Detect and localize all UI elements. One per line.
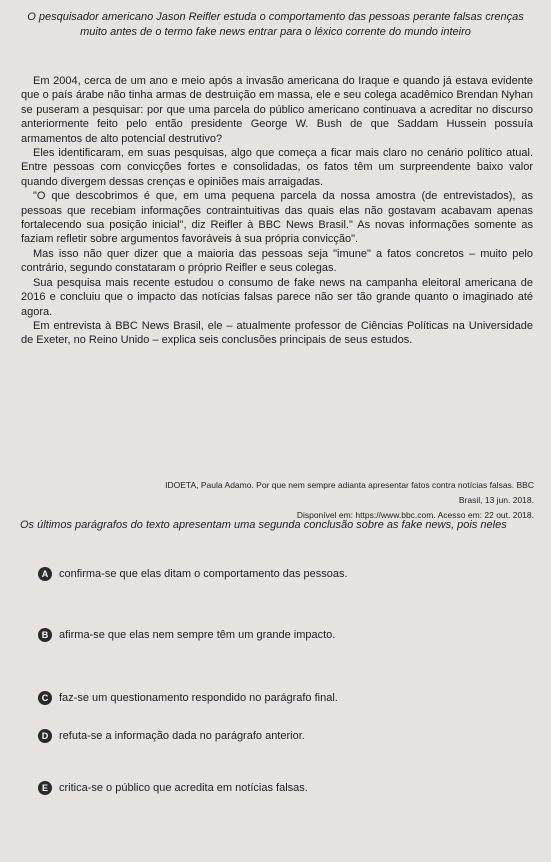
- option-text: critica-se o público que acredita em notícias falsas.: [59, 782, 308, 794]
- paragraph: "O que descobrimos é que, em uma pequena parcela da nossa amostra (de entrevistados), as pessoas que recebiam informações contraintuitivas das quais elas não gostavam acabavam apenas fortalecendo sua posição inicial", diz Reifler à BBC News Brasil." As novas informações somente as faziam refletir sobre argumentos favoráveis à sua própria convicção".: [21, 190, 533, 246]
- option-letter-badge: C: [38, 691, 52, 705]
- option-b[interactable]: [38, 626, 528, 644]
- paragraph: Em entrevista à BBC News Brasil, ele – atualmente professor de Ciências Políticas na Universidade de Exeter, no Reino Unido – explica seis conclusões principais de seus estudos.: [21, 319, 533, 347]
- question-stem: Os últimos parágrafos do texto apresentam uma segunda conclusão sobre as fake news, pois neles: [20, 519, 507, 531]
- option-text: faz-se um questionamento respondido no parágrafo final.: [59, 692, 338, 704]
- citation-line: IDOETA, Paula Adamo. Por que nem sempre adianta apresentar fatos contra notícias falsas. BBC Brasil, 13 jun. 2018.: [165, 480, 534, 505]
- option-a[interactable]: [38, 565, 528, 583]
- passage: [21, 74, 533, 348]
- option-text: refuta-se a informação dada no parágrafo anterior.: [59, 730, 305, 742]
- option-text: afirma-se que elas nem sempre têm um grande impacto.: [59, 629, 336, 641]
- option-letter-badge: E: [38, 781, 52, 795]
- paragraph: Sua pesquisa mais recente estudou o consumo de fake news na campanha eleitoral americana de 2016 e concluiu que o impacto das notícias falsas parece não ser tão grande quanto o imaginado até agora.: [21, 276, 533, 318]
- source-citation: [150, 478, 534, 523]
- option-letter-badge: D: [38, 729, 52, 743]
- paragraph: Em 2004, cerca de um ano e meio após a invasão americana do Iraque e quando já estava evidente que o país árabe não tinha armas de destruição em massa, ele e seu colega acadêmico Brendan Nyhan se puseram a pesquisar: por que uma parcela do público americano continuava a acreditar no discurso anteriormente feito pelo então presidente George W. Bush de que Saddam Hussein possuía armamentos de alto potencial destrutivo?: [21, 75, 533, 145]
- paragraph: Eles identificaram, em suas pesquisas, algo que começa a ficar mais claro no cenário político atual. Entre pessoas com convicções fortes e consolidadas, os fatos têm um surpreendente baixo valor quando divergem dessas crenças e opiniões mais arraigadas.: [21, 147, 533, 188]
- option-text: confirma-se que elas ditam o comportamento das pessoas.: [59, 568, 348, 580]
- citation-line: Disponível em: https://www.bbc.com. Acesso em: 22 out. 2018.: [296, 510, 534, 520]
- option-letter-badge: B: [38, 628, 52, 642]
- option-c[interactable]: [38, 689, 528, 707]
- option-d[interactable]: [38, 727, 528, 745]
- paragraph: Mas isso não quer dizer que a maioria das pessoas seja "imune" a fatos concretos – muito pelo contrário, segundo constataram o próprio Reifler e seus colegas.: [21, 247, 533, 275]
- option-letter-badge: A: [38, 567, 52, 581]
- text-title: O pesquisador americano Jason Reifler estuda o comportamento das pessoas perante falsas crenças muito antes de o termo fake news entrar para o léxico corrente do mundo inteiro: [27, 11, 524, 38]
- option-e[interactable]: [38, 779, 528, 797]
